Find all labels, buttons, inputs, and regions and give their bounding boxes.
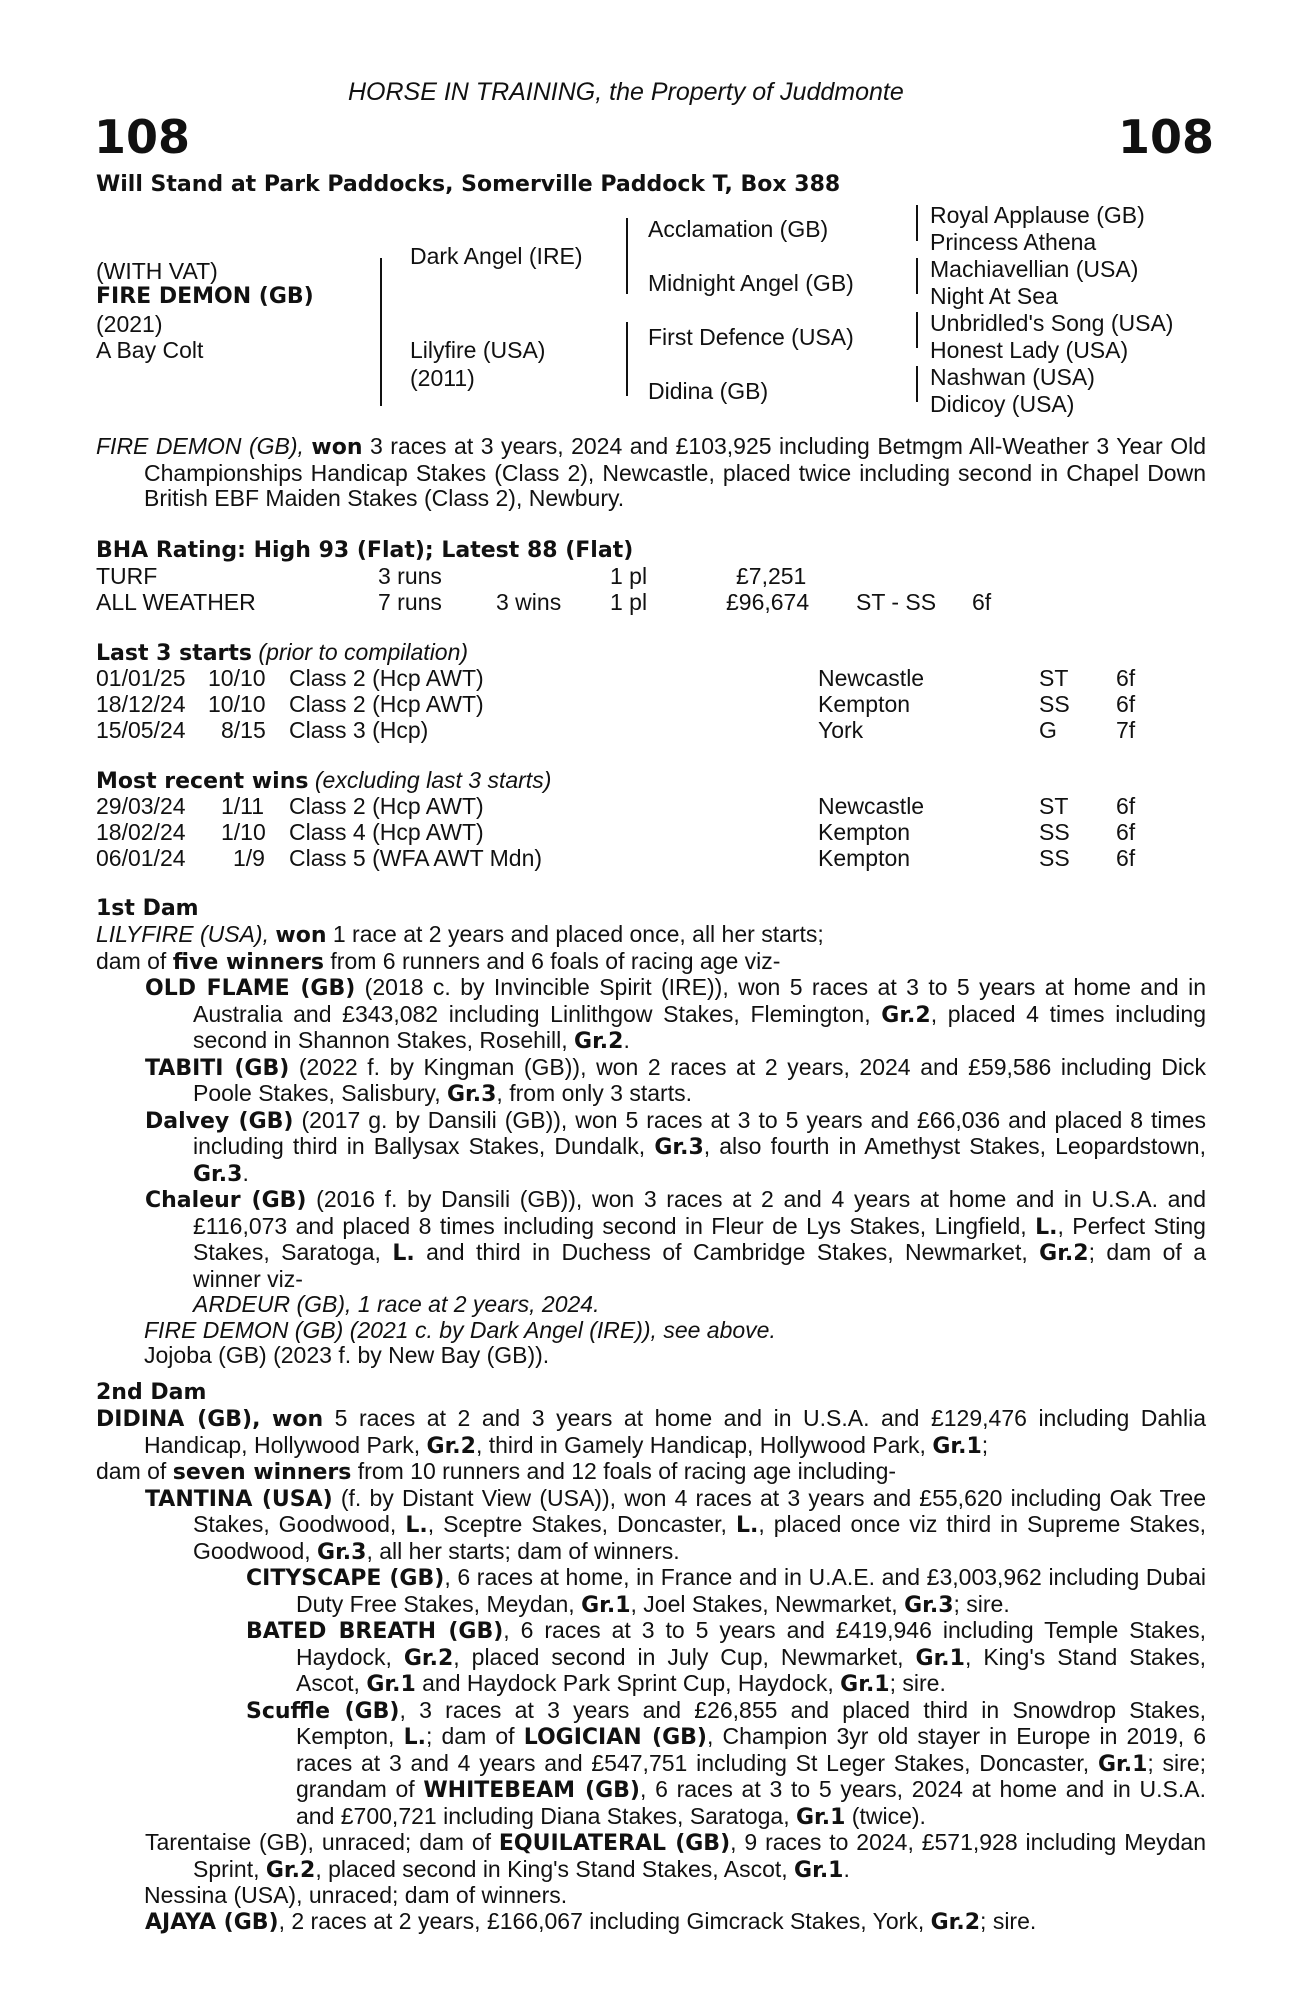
rating-distance: 6f xyxy=(972,589,992,615)
win-date: 18/02/24 xyxy=(96,819,186,845)
start-race: Class 2 (Hcp AWT) xyxy=(289,665,484,691)
produce-dalvey: Dalvey (GB) (2017 g. by Dansili (GB)), won 5 races at 3 to 5 years and £66,036 and placed 8 times including third in Ballysax Stakes, Dundalk, Gr.3, also fourth in Amethyst Stakes, Leopardstown, Gr.3. xyxy=(145,1106,1206,1187)
pedigree-brace-sire xyxy=(626,218,628,294)
pedigree-brace-g78 xyxy=(916,366,918,402)
win-going: ST xyxy=(1039,793,1069,819)
win-date: 06/01/24 xyxy=(96,845,186,871)
pedigree-dam-year: (2011) xyxy=(410,365,475,391)
win-going: SS xyxy=(1039,819,1070,845)
lot-number-left: 108 xyxy=(94,110,191,164)
horse-description: A Bay Colt xyxy=(96,337,204,363)
start-course: Newcastle xyxy=(818,665,925,691)
start-race: Class 3 (Hcp) xyxy=(289,717,429,743)
bha-rating-heading: BHA Rating: High 93 (Flat); Latest 88 (Flat) xyxy=(96,538,634,563)
start-course: York xyxy=(818,717,864,743)
second-dam-heading: 2nd Dam xyxy=(96,1380,207,1405)
pedigree-g8: Didicoy (USA) xyxy=(930,391,1075,417)
win-course: Kempton xyxy=(818,819,911,845)
produce-ardeur: ARDEUR (GB), 1 race at 2 years, 2024. xyxy=(193,1291,600,1317)
first-dam-section xyxy=(96,922,1206,1369)
last-starts-heading xyxy=(96,640,468,667)
pedigree-g5: Unbridled's Song (USA) xyxy=(930,310,1174,336)
first-dam-produce-line: dam of five winners from 6 runners and 6 foals of racing age viz- xyxy=(96,947,781,975)
race-summary xyxy=(96,434,1206,512)
rating-runs: 3 runs xyxy=(378,563,442,589)
start-position: 8/15 xyxy=(221,717,266,743)
pedigree-sire-sire: Acclamation (GB) xyxy=(648,216,829,242)
first-dam-heading: 1st Dam xyxy=(96,896,199,921)
start-distance: 7f xyxy=(1116,717,1136,743)
pedigree-dam-dam: Didina (GB) xyxy=(648,378,769,404)
start-date: 01/01/25 xyxy=(96,665,186,691)
win-position: 1/11 xyxy=(221,793,265,819)
recent-wins-heading xyxy=(96,768,551,795)
win-course: Newcastle xyxy=(818,793,925,819)
start-distance: 6f xyxy=(1116,691,1136,717)
start-going: SS xyxy=(1039,691,1070,717)
lot-number-right: 108 xyxy=(1118,110,1215,164)
page-header-title: HORSE IN TRAINING, the Property of Juddmonte xyxy=(348,78,904,106)
last-starts-note: (prior to compilation) xyxy=(258,639,469,665)
win-position: 1/10 xyxy=(221,819,266,845)
pedigree-sire-dam: Midnight Angel (GB) xyxy=(648,270,854,296)
pedigree-g4: Night At Sea xyxy=(930,283,1058,309)
last-starts-title: Last 3 starts xyxy=(96,641,253,666)
rating-earnings: £96,674 xyxy=(726,589,810,615)
pedigree-sire: Dark Angel (IRE) xyxy=(410,243,583,269)
start-going: G xyxy=(1039,717,1057,743)
rating-going: ST - SS xyxy=(856,589,937,615)
pedigree-g7: Nashwan (USA) xyxy=(930,364,1095,390)
rating-surface: TURF xyxy=(96,563,158,589)
produce-cityscape: CITYSCAPE (GB), 6 races at home, in France and in U.A.E. and £3,003,962 including Dubai Duty Free Stakes, Meydan, Gr.1, Joel Stakes, Newmarket, Gr.3; sire. xyxy=(246,1564,1206,1618)
win-race: Class 4 (Hcp AWT) xyxy=(289,819,484,845)
recent-wins-title: Most recent wins xyxy=(96,769,309,794)
summary-won: won xyxy=(311,435,363,460)
produce-scuffle: Scuffle (GB), 3 races at 3 years and £26,855 and placed third in Snowdrop Stakes, Kempton, L.; dam of LOGICIAN (GB), Champion 3yr old stayer in Europe in 2019, 6 races at 3 and 4 years and £547,751 including St Leger Stakes, Doncaster, Gr.1; sire; grandam of WHITEBEAM (GB), 6 races at 3 to 5 years, 2024 at home and in U.S.A. and £700,721 including Diana Stakes, Saratoga, Gr.1 (twice). xyxy=(246,1696,1207,1830)
produce-fire-demon: FIRE DEMON (GB) (2021 c. by Dark Angel (IRE)), see above. xyxy=(144,1316,776,1343)
produce-jojoba: Jojoba (GB) (2023 f. by New Bay (GB)). xyxy=(144,1342,550,1368)
start-course: Kempton xyxy=(818,691,911,717)
produce-tarentaise: Tarentaise (GB), unraced; dam of EQUILATERAL (GB), 9 races to 2024, £571,928 including Meydan Sprint, Gr.2, placed second in King's Stand Stakes, Ascot, Gr.1. xyxy=(145,1829,1207,1883)
pedigree-g6: Honest Lady (USA) xyxy=(930,337,1129,363)
rating-earnings: £7,251 xyxy=(736,563,807,589)
win-distance: 6f xyxy=(1116,793,1136,819)
pedigree-g3: Machiavellian (USA) xyxy=(930,256,1139,282)
first-dam-line: LILYFIRE (USA), won 1 race at 2 years and placed once, all her starts; xyxy=(96,921,824,948)
produce-ajaya: AJAYA (GB), 2 races at 2 years, £166,067 including Gimcrack Stakes, York, Gr.2; sire. xyxy=(145,1907,1037,1935)
pedigree-dam: Lilyfire (USA) xyxy=(410,337,546,363)
win-race: Class 2 (Hcp AWT) xyxy=(289,793,484,819)
rating-placed: 1 pl xyxy=(610,589,648,615)
stand-location: Will Stand at Park Paddocks, Somerville Paddock T, Box 388 xyxy=(96,172,841,197)
start-date: 15/05/24 xyxy=(96,717,186,743)
pedigree-brace-g56 xyxy=(916,312,918,348)
start-position: 10/10 xyxy=(208,665,266,691)
pedigree-brace-g12 xyxy=(916,205,918,241)
pedigree-g1: Royal Applause (GB) xyxy=(930,202,1145,228)
produce-tabiti: TABITI (GB) (2022 f. by Kingman (GB)), won 2 races at 2 years, 2024 and £59,586 including Dick Poole Stakes, Salisbury, Gr.3, from only 3 starts. xyxy=(145,1053,1206,1107)
start-date: 18/12/24 xyxy=(96,691,186,717)
start-distance: 6f xyxy=(1116,665,1136,691)
start-going: ST xyxy=(1039,665,1069,691)
win-distance: 6f xyxy=(1116,845,1136,871)
win-race: Class 5 (WFA AWT Mdn) xyxy=(289,845,543,871)
summary-text: 3 races at 3 years, 2024 and £103,925 including Betmgm All-Weather 3 Year Old Championships Handicap Stakes (Class 2), Newcastle, placed twice including second in Chapel Down British EBF Maiden Stakes (Class 2), Newbury. xyxy=(144,433,1206,511)
pedigree-brace-dam xyxy=(626,322,628,396)
win-distance: 6f xyxy=(1116,819,1136,845)
recent-wins-note: (excluding last 3 starts) xyxy=(314,767,552,793)
rating-runs: 7 runs xyxy=(378,589,442,615)
produce-tantina: TANTINA (USA) (f. by Distant View (USA)), won 4 races at 3 years and £55,620 including Oak Tree Stakes, Goodwood, L., Sceptre Stakes, Doncaster, L., placed once viz third in Supreme Stakes, Goodwood, Gr.3, all her starts; dam of winners. xyxy=(145,1484,1207,1565)
pedigree-brace-g34 xyxy=(916,258,918,294)
horse-name: FIRE DEMON (GB) xyxy=(96,284,314,309)
win-going: SS xyxy=(1039,845,1070,871)
horse-year: (2021) xyxy=(96,311,163,337)
start-position: 10/10 xyxy=(208,691,266,717)
start-race: Class 2 (Hcp AWT) xyxy=(289,691,484,717)
vat-note: (WITH VAT) xyxy=(96,258,218,284)
rating-wins: 3 wins xyxy=(496,589,562,615)
second-dam-section xyxy=(96,1406,1206,1935)
produce-nessina: Nessina (USA), unraced; dam of winners. xyxy=(144,1882,568,1908)
second-dam-produce-line: dam of seven winners from 10 runners and 12 foals of racing age including- xyxy=(96,1458,897,1485)
produce-chaleur: Chaleur (GB) (2016 f. by Dansili (GB)), won 3 races at 2 and 4 years at home and in U.S.A. and £116,073 and placed 8 times including second in Fleur de Lys Stakes, Lingfield, L., Perfect Sting Stakes, Saratoga, L. and third in Duchess of Cambridge Stakes, Newmarket, Gr.2; dam of a winner viz- xyxy=(145,1186,1206,1292)
rating-surface: ALL WEATHER xyxy=(96,589,256,615)
pedigree-brace-1 xyxy=(380,258,382,406)
summary-horse-name: FIRE DEMON (GB), xyxy=(96,433,304,459)
win-course: Kempton xyxy=(818,845,911,871)
pedigree-dam-sire: First Defence (USA) xyxy=(648,324,854,350)
win-position: 1/9 xyxy=(233,845,265,871)
win-date: 29/03/24 xyxy=(96,793,186,819)
produce-old-flame: OLD FLAME (GB) (2018 c. by Invincible Spirit (IRE)), won 5 races at 3 to 5 years at home and in Australia and £343,082 including Linlithgow Stakes, Flemington, Gr.2, placed 4 times including second in Shannon Stakes, Rosehill, Gr.2. xyxy=(145,974,1206,1054)
second-dam-line: DIDINA (GB), won 5 races at 2 and 3 years at home and in U.S.A. and £129,476 including Dahlia Handicap, Hollywood Park, Gr.2, third in Gamely Handicap, Hollywood Park, Gr.1; xyxy=(96,1405,1206,1459)
pedigree-g2: Princess Athena xyxy=(930,229,1097,255)
rating-placed: 1 pl xyxy=(610,563,648,589)
produce-bated-breath: BATED BREATH (GB), 6 races at 3 to 5 years and £419,946 including Temple Stakes, Haydock, Gr.2, placed second in July Cup, Newmarket, Gr.1, King's Stand Stakes, Ascot, Gr.1 and Haydock Park Sprint Cup, Haydock, Gr.1; sire. xyxy=(246,1617,1206,1697)
